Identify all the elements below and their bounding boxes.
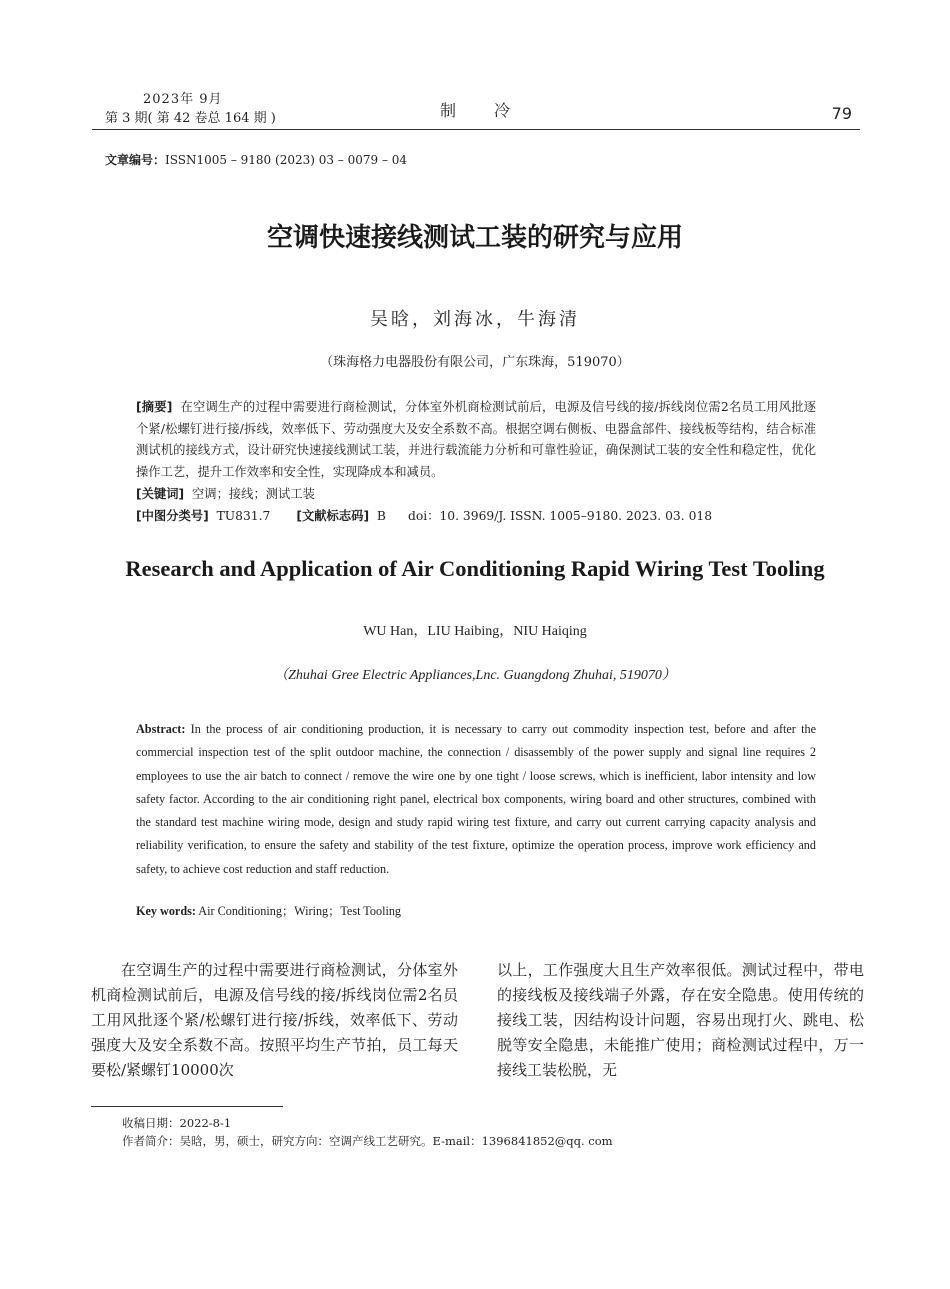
clc-value: TU831.7 (216, 509, 271, 523)
article-number (105, 151, 407, 168)
article-number-value: ISSN1005 – 9180 (2023) 03 – 0079 – 04 (165, 153, 408, 167)
header-date: 2023年 9月 (143, 92, 223, 107)
abstract-chinese (136, 397, 816, 483)
abstract-chinese-text: 在空调生产的过程中需要进行商检测试，分体室外机商检测试前后，电源及信号线的接/拆线岗位需2名员工用风批逐个紧/松螺钉进行接/拆线，效率低下、劳动强度大及安全系数不高。根据空调右侧板、电器盒部件、接线板等结构，结合标准测试机的接线方式，设计研究快速接线测试工装，并进行载流能力分析和可靠性验证，确保测试工装的安全性和稳定性，优化操作工艺，提升工作效率和安全性，实现降成本和减员。 (136, 400, 816, 479)
header-rule (92, 129, 860, 130)
keywords-english-label: Key words: (136, 904, 196, 918)
doc-code-label: [文献标志码] (296, 509, 370, 523)
journal-name: 制冷 (439, 101, 548, 120)
footnote-received: 收稿日期：2022-8-1 (122, 1116, 232, 1130)
abstract-english-text: In the process of air conditioning production, it is necessary to carry out commodity inspection test, before and after the commercial inspection test of the split outdoor machine, the connection / disassembly of the power supply and signal line requires 2 employees to use the air batch to connect / remove the wire one by one tight / loose screws, which is inefficient, labor intensity and low safety factor. According to the air conditioning right panel, electrical box components, wiring board and other structures, combined with the standard test machine wiring mode, design and study rapid wiring test fixture, and carry out current carrying capacity analysis and reliability verification, to ensure the safety and stability of the test fixture, optimize the operation process, improve work efficiency and safety, to achieve cost reduction and staff reduction. (136, 722, 816, 876)
doc-code-value: B (376, 509, 386, 523)
classification-line (136, 506, 816, 524)
authors-english: WU Han，LIU Haibing，NIU Haiqing (363, 624, 587, 639)
abstract-english (136, 718, 816, 881)
keywords-chinese-text: 空调；接线；测试工装 (191, 487, 315, 501)
keywords-english-text: Air Conditioning；Wiring；Test Tooling (198, 904, 402, 918)
title-english: Research and Application of Air Conditioning Rapid Wiring Test Tooling (125, 556, 825, 581)
authors-chinese: 吴晗，刘海冰，牛海清 (370, 309, 580, 330)
title-chinese: 空调快速接线测试工装的研究与应用 (266, 223, 683, 253)
keywords-english (136, 902, 401, 919)
affiliation-chinese: （珠海格力电器股份有限公司，广东珠海，519070） (320, 355, 630, 370)
keywords-chinese-label: [关键词] (136, 487, 185, 501)
affiliation-english: （Zhuhai Gree Electric Appliances,Lnc. Guangdong Zhuhai, 519070） (274, 668, 676, 683)
abstract-chinese-label: [摘要] (136, 400, 173, 414)
footnote-author-bio: 作者简介：吴晗，男，硕士，研究方向：空调产线工艺研究。E-mail：1396841852@qq. com (122, 1134, 613, 1148)
header-issue: 第 3 期( 第 42 卷总 164 期 ) (105, 111, 276, 126)
page-number: 79 (831, 104, 852, 123)
article-number-label: 文章编号： (105, 153, 166, 167)
clc-label: [中图分类号] (136, 509, 209, 523)
body-right-column: 以上，工作强度大且生产效率很低。测试过程中，带电的接线板及接线端子外露，存在安全隐患。使用传统的接线工装，因结构设计问题，容易出现打火、跳电、松脱等安全隐患，未能推广使用；商检测试过程中，万一接线工装松脱，无 (497, 961, 864, 1079)
abstract-english-label: Abstract: (136, 722, 186, 736)
doi: doi：10. 3969/J. ISSN. 1005–9180. 2023. 03. 018 (407, 509, 713, 523)
keywords-chinese (136, 484, 816, 502)
footnote-rule (91, 1106, 283, 1107)
body-left-column: 在空调生产的过程中需要进行商检测试，分体室外机商检测试前后，电源及信号线的接/拆线岗位需2名员工用风批逐个紧/松螺钉进行接/拆线，效率低下、劳动强度大及安全系数不高。按照平均生产节拍，员工每天要松/紧螺钉10000次 (91, 961, 458, 1079)
